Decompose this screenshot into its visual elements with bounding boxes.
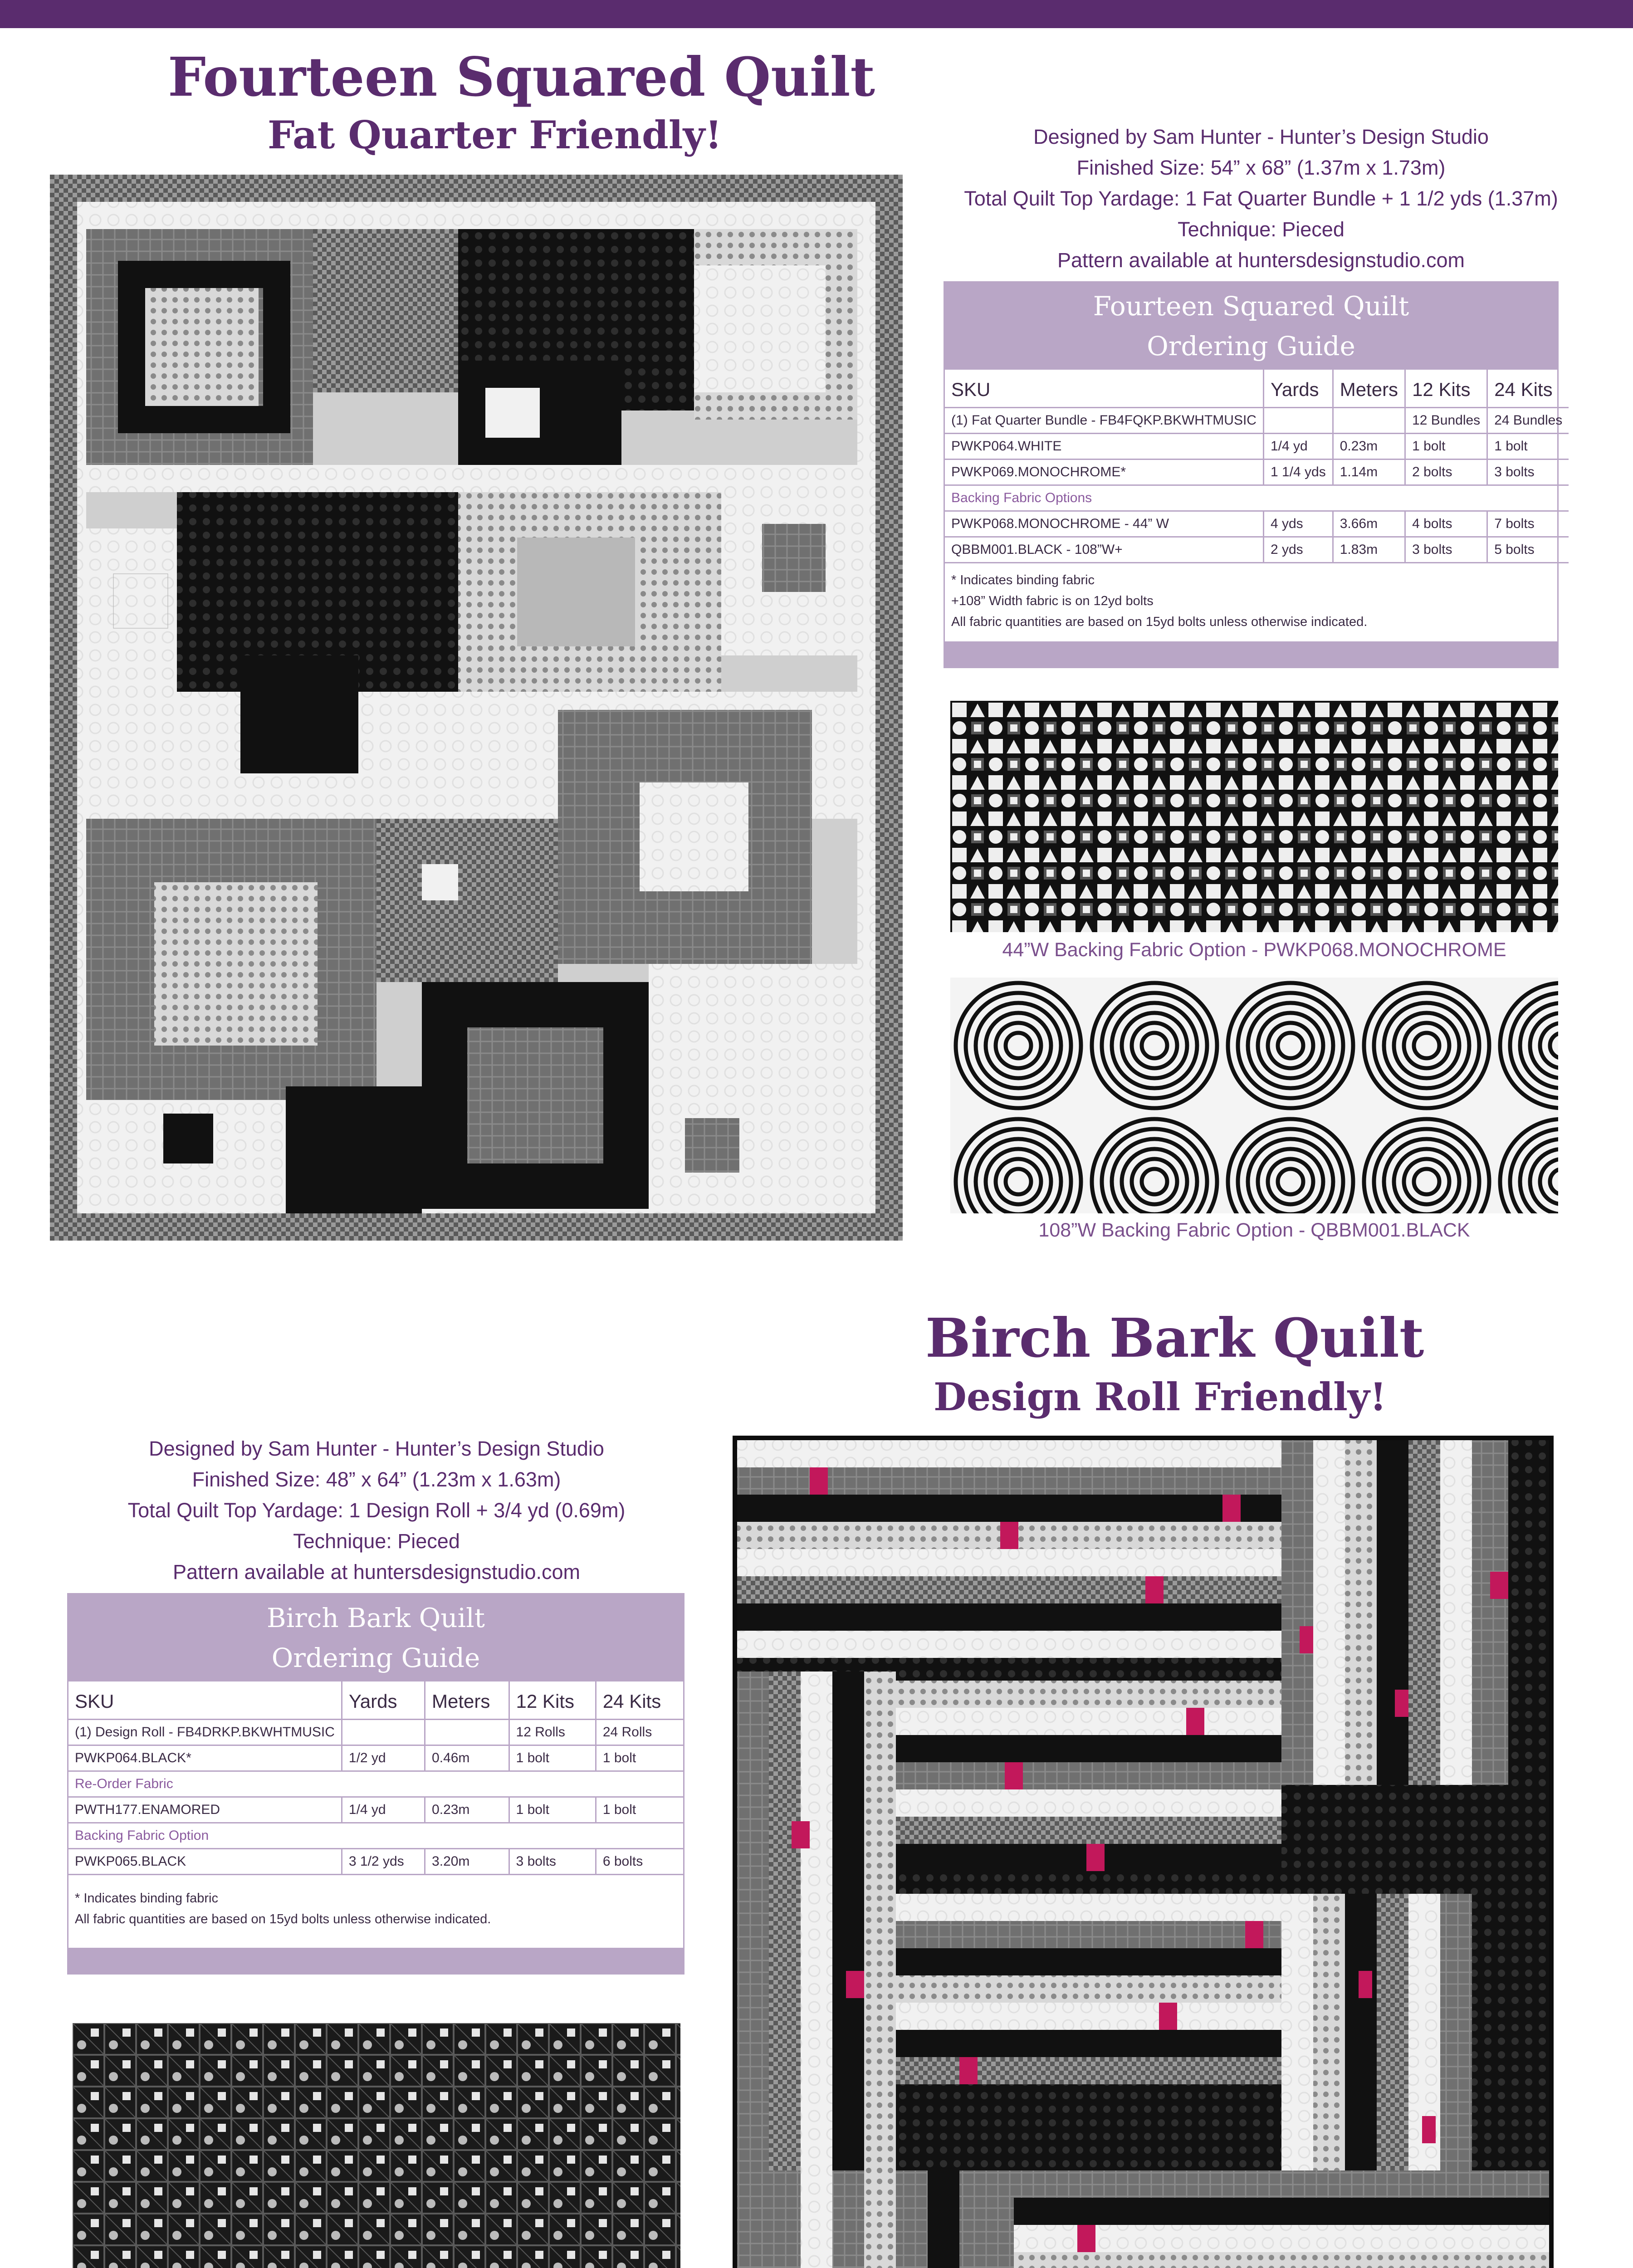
- section-row: [945, 485, 1569, 511]
- col-sku: SKU: [945, 370, 1263, 408]
- cell-12-kits: 12 Bundles: [1405, 408, 1487, 434]
- note-binding: * Indicates binding fabric: [75, 1891, 218, 1906]
- cell-yards: [342, 1720, 425, 1745]
- cell-meters: [1333, 408, 1405, 434]
- note-bolts: All fabric quantities are based on 15yd bolts unless otherwise indicated.: [75, 1912, 491, 1926]
- quilt1-ordering-guide: [944, 281, 1563, 668]
- guide-footer-bar: [945, 641, 1557, 667]
- info-yardage: Total Quilt Top Yardage: 1 Design Roll + 3/4 yd (0.69m): [127, 1499, 626, 1522]
- cell-12-kits: 4 bolts: [1405, 511, 1487, 537]
- cell-meters: 1.14m: [1333, 459, 1405, 485]
- cell-12-kits: 3 bolts: [509, 1849, 596, 1875]
- cell-12-kits: 3 bolts: [1405, 537, 1487, 563]
- info-finished-size: Finished Size: 54” x 68” (1.37m x 1.73m): [1076, 156, 1446, 179]
- cell-sku: PWKP068.MONOCHROME - 44” W: [945, 511, 1263, 537]
- quilt1-info: [907, 122, 1615, 276]
- info-designer: Designed by Sam Hunter - Hunter’s Design Studio: [149, 1437, 604, 1460]
- cell-24-kits: 1 bolt: [596, 1797, 683, 1823]
- swatch-pwkp065-black: [73, 2023, 680, 2268]
- section-row: [68, 1823, 683, 1849]
- info-designer: Designed by Sam Hunter - Hunter’s Design Studio: [1033, 125, 1489, 148]
- cell-meters: 3.66m: [1333, 511, 1405, 537]
- cell-sku: PWKP064.WHITE: [945, 434, 1263, 459]
- info-technique: Technique: Pieced: [1178, 218, 1345, 241]
- quilt1-subtitle: Fat Quarter Friendly!: [268, 112, 722, 157]
- note-width: +108” Width fabric is on 12yd bolts: [951, 594, 1154, 608]
- cell-12-kits: 12 Rolls: [509, 1720, 596, 1745]
- col-meters: Meters: [425, 1681, 509, 1720]
- quilt1-image: [50, 175, 903, 1241]
- cell-12-kits: 1 bolt: [1405, 434, 1487, 459]
- ordering-table: [68, 1681, 683, 1875]
- note-bolts: All fabric quantities are based on 15yd bolts unless otherwise indicated.: [951, 615, 1368, 629]
- swatch2-caption: 108”W Backing Fabric Option - QBBM001.BLACK: [1038, 1219, 1470, 1241]
- cell-24-kits: 1 bolt: [1487, 434, 1569, 459]
- col-12-kits: 12 Kits: [509, 1681, 596, 1720]
- table-row: [945, 511, 1569, 537]
- guide-title-line1: Birch Bark Quilt: [267, 1603, 485, 1633]
- cell-sku: PWTH177.ENAMORED: [68, 1797, 342, 1823]
- section-reorder: Re-Order Fabric: [68, 1771, 683, 1797]
- info-pattern-link: Pattern available at huntersdesignstudio.com: [172, 1560, 581, 1584]
- cell-yards: 3 1/2 yds: [342, 1849, 425, 1875]
- cell-meters: 0.23m: [425, 1797, 509, 1823]
- cell-yards: 4 yds: [1263, 511, 1333, 537]
- swatch-qbbm001-black: [950, 978, 1558, 1213]
- cell-yards: 1 1/4 yds: [1263, 459, 1333, 485]
- cell-yards: [1263, 408, 1333, 434]
- cell-yards: 1/4 yd: [342, 1797, 425, 1823]
- quilt1-title: Fourteen Squared Quilt: [168, 45, 875, 108]
- table-row: [945, 408, 1569, 434]
- table-row: [68, 1797, 683, 1823]
- col-24-kits: 24 Kits: [596, 1681, 683, 1720]
- cell-24-kits: 6 bolts: [596, 1849, 683, 1875]
- quilt2-info: [32, 1433, 721, 1588]
- col-24-kits: 24 Kits: [1487, 370, 1569, 408]
- table-row: [68, 1720, 683, 1745]
- cell-yards: 2 yds: [1263, 537, 1333, 563]
- guide-header: [945, 283, 1557, 370]
- cell-meters: 0.46m: [425, 1745, 509, 1771]
- info-technique: Technique: Pieced: [293, 1530, 460, 1553]
- quilt2-subtitle: Design Roll Friendly!: [934, 1374, 1387, 1419]
- table-row: [945, 537, 1569, 563]
- cell-24-kits: 5 bolts: [1487, 537, 1569, 563]
- guide-footer-bar: [68, 1948, 683, 1973]
- cell-12-kits: 2 bolts: [1405, 459, 1487, 485]
- table-header-row: [945, 370, 1569, 408]
- cell-12-kits: 1 bolt: [509, 1797, 596, 1823]
- guide-header: [68, 1594, 683, 1681]
- col-meters: Meters: [1333, 370, 1405, 408]
- section-backing: Backing Fabric Option: [68, 1823, 683, 1849]
- cell-24-kits: 1 bolt: [596, 1745, 683, 1771]
- cell-sku: (1) Fat Quarter Bundle - FB4FQKP.BKWHTMUSIC: [945, 408, 1263, 434]
- cell-meters: 3.20m: [425, 1849, 509, 1875]
- cell-24-kits: 3 bolts: [1487, 459, 1569, 485]
- table-header-row: [68, 1681, 683, 1720]
- quilt2-title: Birch Bark Quilt: [925, 1306, 1424, 1369]
- note-binding: * Indicates binding fabric: [951, 573, 1095, 587]
- cell-yards: 1/2 yd: [342, 1745, 425, 1771]
- quilt2-image: [733, 1436, 1554, 2268]
- cell-meters: 0.23m: [1333, 434, 1405, 459]
- table-row: [68, 1745, 683, 1771]
- col-12-kits: 12 Kits: [1405, 370, 1487, 408]
- guide-title-line2: Ordering Guide: [1147, 331, 1355, 362]
- quilt2-ordering-guide: [67, 1593, 684, 1975]
- col-yards: Yards: [1263, 370, 1333, 408]
- cell-meters: 1.83m: [1333, 537, 1405, 563]
- guide-notes: [945, 563, 1557, 641]
- cell-sku: QBBM001.BLACK - 108”W+: [945, 537, 1263, 563]
- guide-title-line2: Ordering Guide: [271, 1642, 480, 1673]
- section-backing: Backing Fabric Options: [945, 485, 1569, 511]
- table-row: [68, 1849, 683, 1875]
- cell-sku: PWKP069.MONOCHROME*: [945, 459, 1263, 485]
- guide-title-line1: Fourteen Squared Quilt: [1093, 291, 1409, 322]
- cell-24-kits: 24 Bundles: [1487, 408, 1569, 434]
- cell-sku: PWKP064.BLACK*: [68, 1745, 342, 1771]
- ordering-table: [945, 370, 1569, 563]
- cell-sku: (1) Design Roll - FB4DRKP.BKWHTMUSIC: [68, 1720, 342, 1745]
- cell-24-kits: 24 Rolls: [596, 1720, 683, 1745]
- section-row: [68, 1771, 683, 1797]
- cell-24-kits: 7 bolts: [1487, 511, 1569, 537]
- table-row: [945, 459, 1569, 485]
- swatch1-caption: 44”W Backing Fabric Option - PWKP068.MONOCHROME: [1002, 939, 1506, 961]
- table-row: [945, 434, 1569, 459]
- info-finished-size: Finished Size: 48” x 64” (1.23m x 1.63m): [192, 1468, 561, 1491]
- cell-12-kits: 1 bolt: [509, 1745, 596, 1771]
- cell-sku: PWKP065.BLACK: [68, 1849, 342, 1875]
- info-yardage: Total Quilt Top Yardage: 1 Fat Quarter Bundle + 1 1/2 yds (1.37m): [964, 187, 1558, 210]
- col-sku: SKU: [68, 1681, 342, 1720]
- cell-meters: [425, 1720, 509, 1745]
- info-pattern-link: Pattern available at huntersdesignstudio.com: [1057, 249, 1465, 272]
- guide-notes: [68, 1875, 683, 1948]
- cell-yards: 1/4 yd: [1263, 434, 1333, 459]
- top-brand-bar: [0, 0, 1633, 28]
- swatch-pwkp068-monochrome: [950, 701, 1558, 932]
- col-yards: Yards: [342, 1681, 425, 1720]
